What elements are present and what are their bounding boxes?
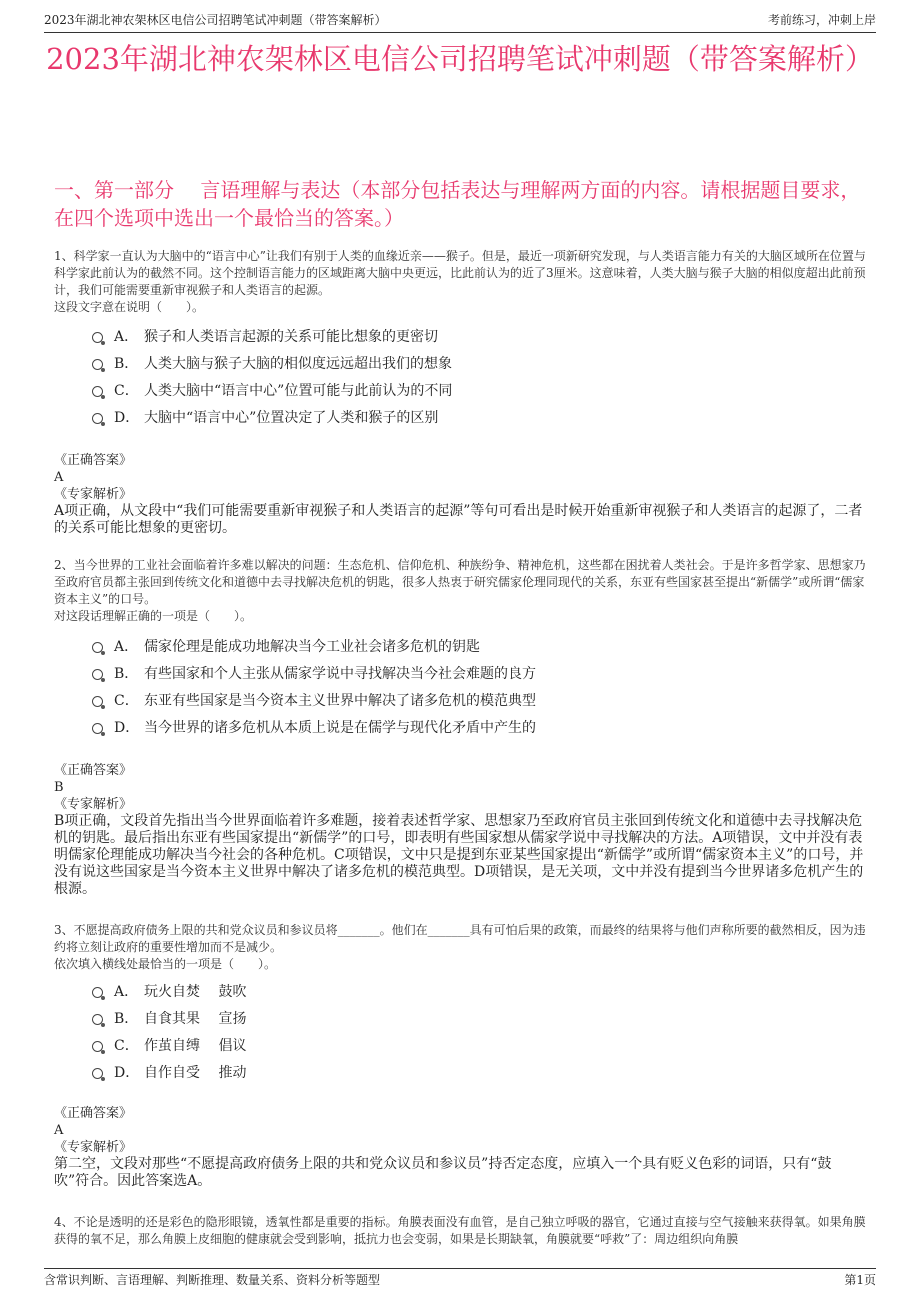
header-doc-title: 2023年湖北神农架林区电信公司招聘笔试冲刺题（带答案解析） [44,13,387,27]
analysis-label: 《专家解析》 [54,487,133,502]
radio-icon[interactable] [92,642,103,653]
option-letter: C． [114,693,139,709]
answer-value: A [54,470,64,485]
option-text: 玩火自焚 鼓吹 [144,984,247,1000]
analysis-text: A项正确，从文段中“我们可能需要重新审视猴子和人类语言的起源”等句可看出是时候开始重新审视猴子和人类语言的起源了，二者的关系可能比想象的更密切。 [54,503,863,536]
option-letter: D． [114,720,140,736]
option-letter: A． [114,639,139,655]
answer-label: 《正确答案》 [54,453,133,468]
question-3-options [92,979,852,1087]
header-slogan: 考前练习，冲刺上岸 [767,13,876,27]
option-letter: A． [114,984,139,1000]
analysis-text: 第二空，文段对那些“不愿提高政府债务上限的共和党众议员和参议员”持否定态度，应填入一个具有贬义色彩的词语，只有“鼓吹”符合。因此答案选A。 [54,1156,832,1189]
option-c[interactable] [92,1033,852,1060]
document-title: 2023年湖北神农架林区电信公司招聘笔试冲刺题（带答案解析） [46,42,874,76]
option-text: 有些国家和个人主张从儒家学说中寻找解决当今社会难题的良方 [144,666,536,682]
option-d[interactable] [92,715,852,742]
analysis-text: B项正确，文段首先指出当今世界面临着许多难题，接着表述哲学家、思想家乃至政府官员主张回到传统文化和道德中去寻找解决危机的钥匙。最后指出东亚有些国家提出“新儒学”的口号，即表明有些国家想从儒家学说中寻找解决的方法。A项错误，文中并没有表明儒家伦理能成功解决当今社会的各种危机。C项错误，文中只是提到东亚某些国家提出“新儒学”或所谓“儒家资本主义”的口号，并没有说这些国家是当今资本主义世界中解决了诸多危机的模范典型。D项错误，是无关项，文中并没有提到当今世界诸多危机产生的根源。 [54,813,864,897]
radio-icon[interactable] [92,1014,103,1025]
option-letter: D． [114,1065,140,1081]
option-a[interactable] [92,634,852,661]
question-1-answer-block [54,452,866,537]
option-a[interactable] [92,979,852,1006]
question-3-stem-block [54,922,866,973]
radio-icon[interactable] [92,696,103,707]
page-number: 第1页 [844,1273,876,1287]
answer-value: A [54,1123,64,1138]
option-c[interactable] [92,378,852,405]
option-b[interactable] [92,351,852,378]
option-text: 人类大脑中“语言中心”位置可能与此前认为的不同 [144,383,453,399]
question-prompt: 这段文字意在说明（ ）。 [54,300,205,314]
answer-value: B [54,780,64,795]
analysis-label: 《专家解析》 [54,797,133,812]
radio-icon[interactable] [92,723,103,734]
question-3-answer-block [54,1105,866,1190]
option-b[interactable] [92,661,852,688]
option-text: 人类大脑与猴子大脑的相似度远远超出我们的想象 [144,356,452,372]
option-a[interactable] [92,324,852,351]
page-header [44,10,876,33]
option-text: 大脑中“语言中心”位置决定了人类和猴子的区别 [144,410,439,426]
radio-icon[interactable] [92,669,103,680]
question-prompt: 依次填入横线处最恰当的一项是（ ）。 [54,957,277,971]
option-text: 自作自受 推动 [144,1065,247,1081]
question-1-options [92,324,852,432]
option-letter: C． [114,383,139,399]
option-d[interactable] [92,405,852,432]
question-2-answer-block [54,762,866,898]
analysis-label: 《专家解析》 [54,1140,133,1155]
option-d[interactable] [92,1060,852,1087]
option-text: 当今世界的诸多危机从本质上说是在儒学与现代化矛盾中产生的 [144,720,536,736]
option-letter: B． [114,356,139,372]
option-text: 作茧自缚 倡议 [144,1038,247,1054]
page-footer [44,1268,876,1291]
radio-icon[interactable] [92,413,103,424]
question-stem: 1、科学家一直认为大脑中的“语言中心”让我们有别于人类的血缘近亲——猴子。但是，最近一项新研究发现，与人类语言能力有关的大脑区域所在位置与科学家此前认为的截然不同。这个控制语言能力的区域距离大脑中央更远，比此前认为的近了3厘米。这意味着，人类大脑与猴子大脑的相似度超出此前预计，我们可能需要重新审视猴子和人类语言的起源。 [54,249,866,297]
radio-icon[interactable] [92,987,103,998]
radio-icon[interactable] [92,1041,103,1052]
option-letter: B． [114,1011,139,1027]
radio-icon[interactable] [92,359,103,370]
option-text: 猴子和人类语言起源的关系可能比想象的更密切 [144,329,438,345]
question-4-stem-block [54,1214,866,1248]
question-prompt: 对这段话理解正确的一项是（ ）。 [54,609,253,623]
radio-icon[interactable] [92,1068,103,1079]
question-stem: 2、当今世界的工业社会面临着许多难以解决的问题：生态危机、信仰危机、种族纷争、精神危机，这些都在困扰着人类社会。于是许多哲学家、思想家乃至政府官员都主张回到传统文化和道德中去寻找解决危机的钥匙，很多人热衷于研究儒家伦理同现代的关系，东亚有些国家甚至提出“新儒学”或所谓“儒家资本主义”的口号。 [54,558,866,606]
option-letter: C． [114,1038,139,1054]
question-2-options [92,634,852,742]
answer-label: 《正确答案》 [54,1106,133,1121]
option-letter: D． [114,410,140,426]
option-text: 儒家伦理是能成功地解决当今工业社会诸多危机的钥匙 [144,639,480,655]
question-2-stem-block [54,557,866,625]
option-text: 自食其果 宣扬 [144,1011,247,1027]
option-b[interactable] [92,1006,852,1033]
option-text: 东亚有些国家是当今资本主义世界中解决了诸多危机的模范典型 [144,693,536,709]
radio-icon[interactable] [92,332,103,343]
option-letter: B． [114,666,139,682]
question-stem: 3、不愿提高政府债务上限的共和党众议员和参议员将_______。他们在_______具有可怕后果的政策，而最终的结果将与他们声称所要的截然相反，因为违约将立刻让政府的重要性增加而不是减少。 [54,923,866,954]
radio-icon[interactable] [92,386,103,397]
option-letter: A． [114,329,139,345]
option-c[interactable] [92,688,852,715]
answer-label: 《正确答案》 [54,763,133,778]
section-heading: 一、第一部分 言语理解与表达（本部分包括表达与理解两方面的内容。请根据题目要求，在四个选项中选出一个最恰当的答案。） [54,178,861,230]
footer-note: 含常识判断、言语理解、判断推理、数量关系、资料分析等题型 [44,1273,381,1287]
question-stem: 4、不论是透明的还是彩色的隐形眼镜，透氧性都是重要的指标。角膜表面没有血管，是自己独立呼吸的器官，它通过直接与空气接触来获得氧。如果角膜获得的氧不足，那么角膜上皮细胞的健康就会受到影响，抵抗力也会变弱，如果是长期缺氧，角膜就要“呼救”了：周边组织向角膜 [54,1215,866,1246]
question-1-stem-block [54,248,866,316]
